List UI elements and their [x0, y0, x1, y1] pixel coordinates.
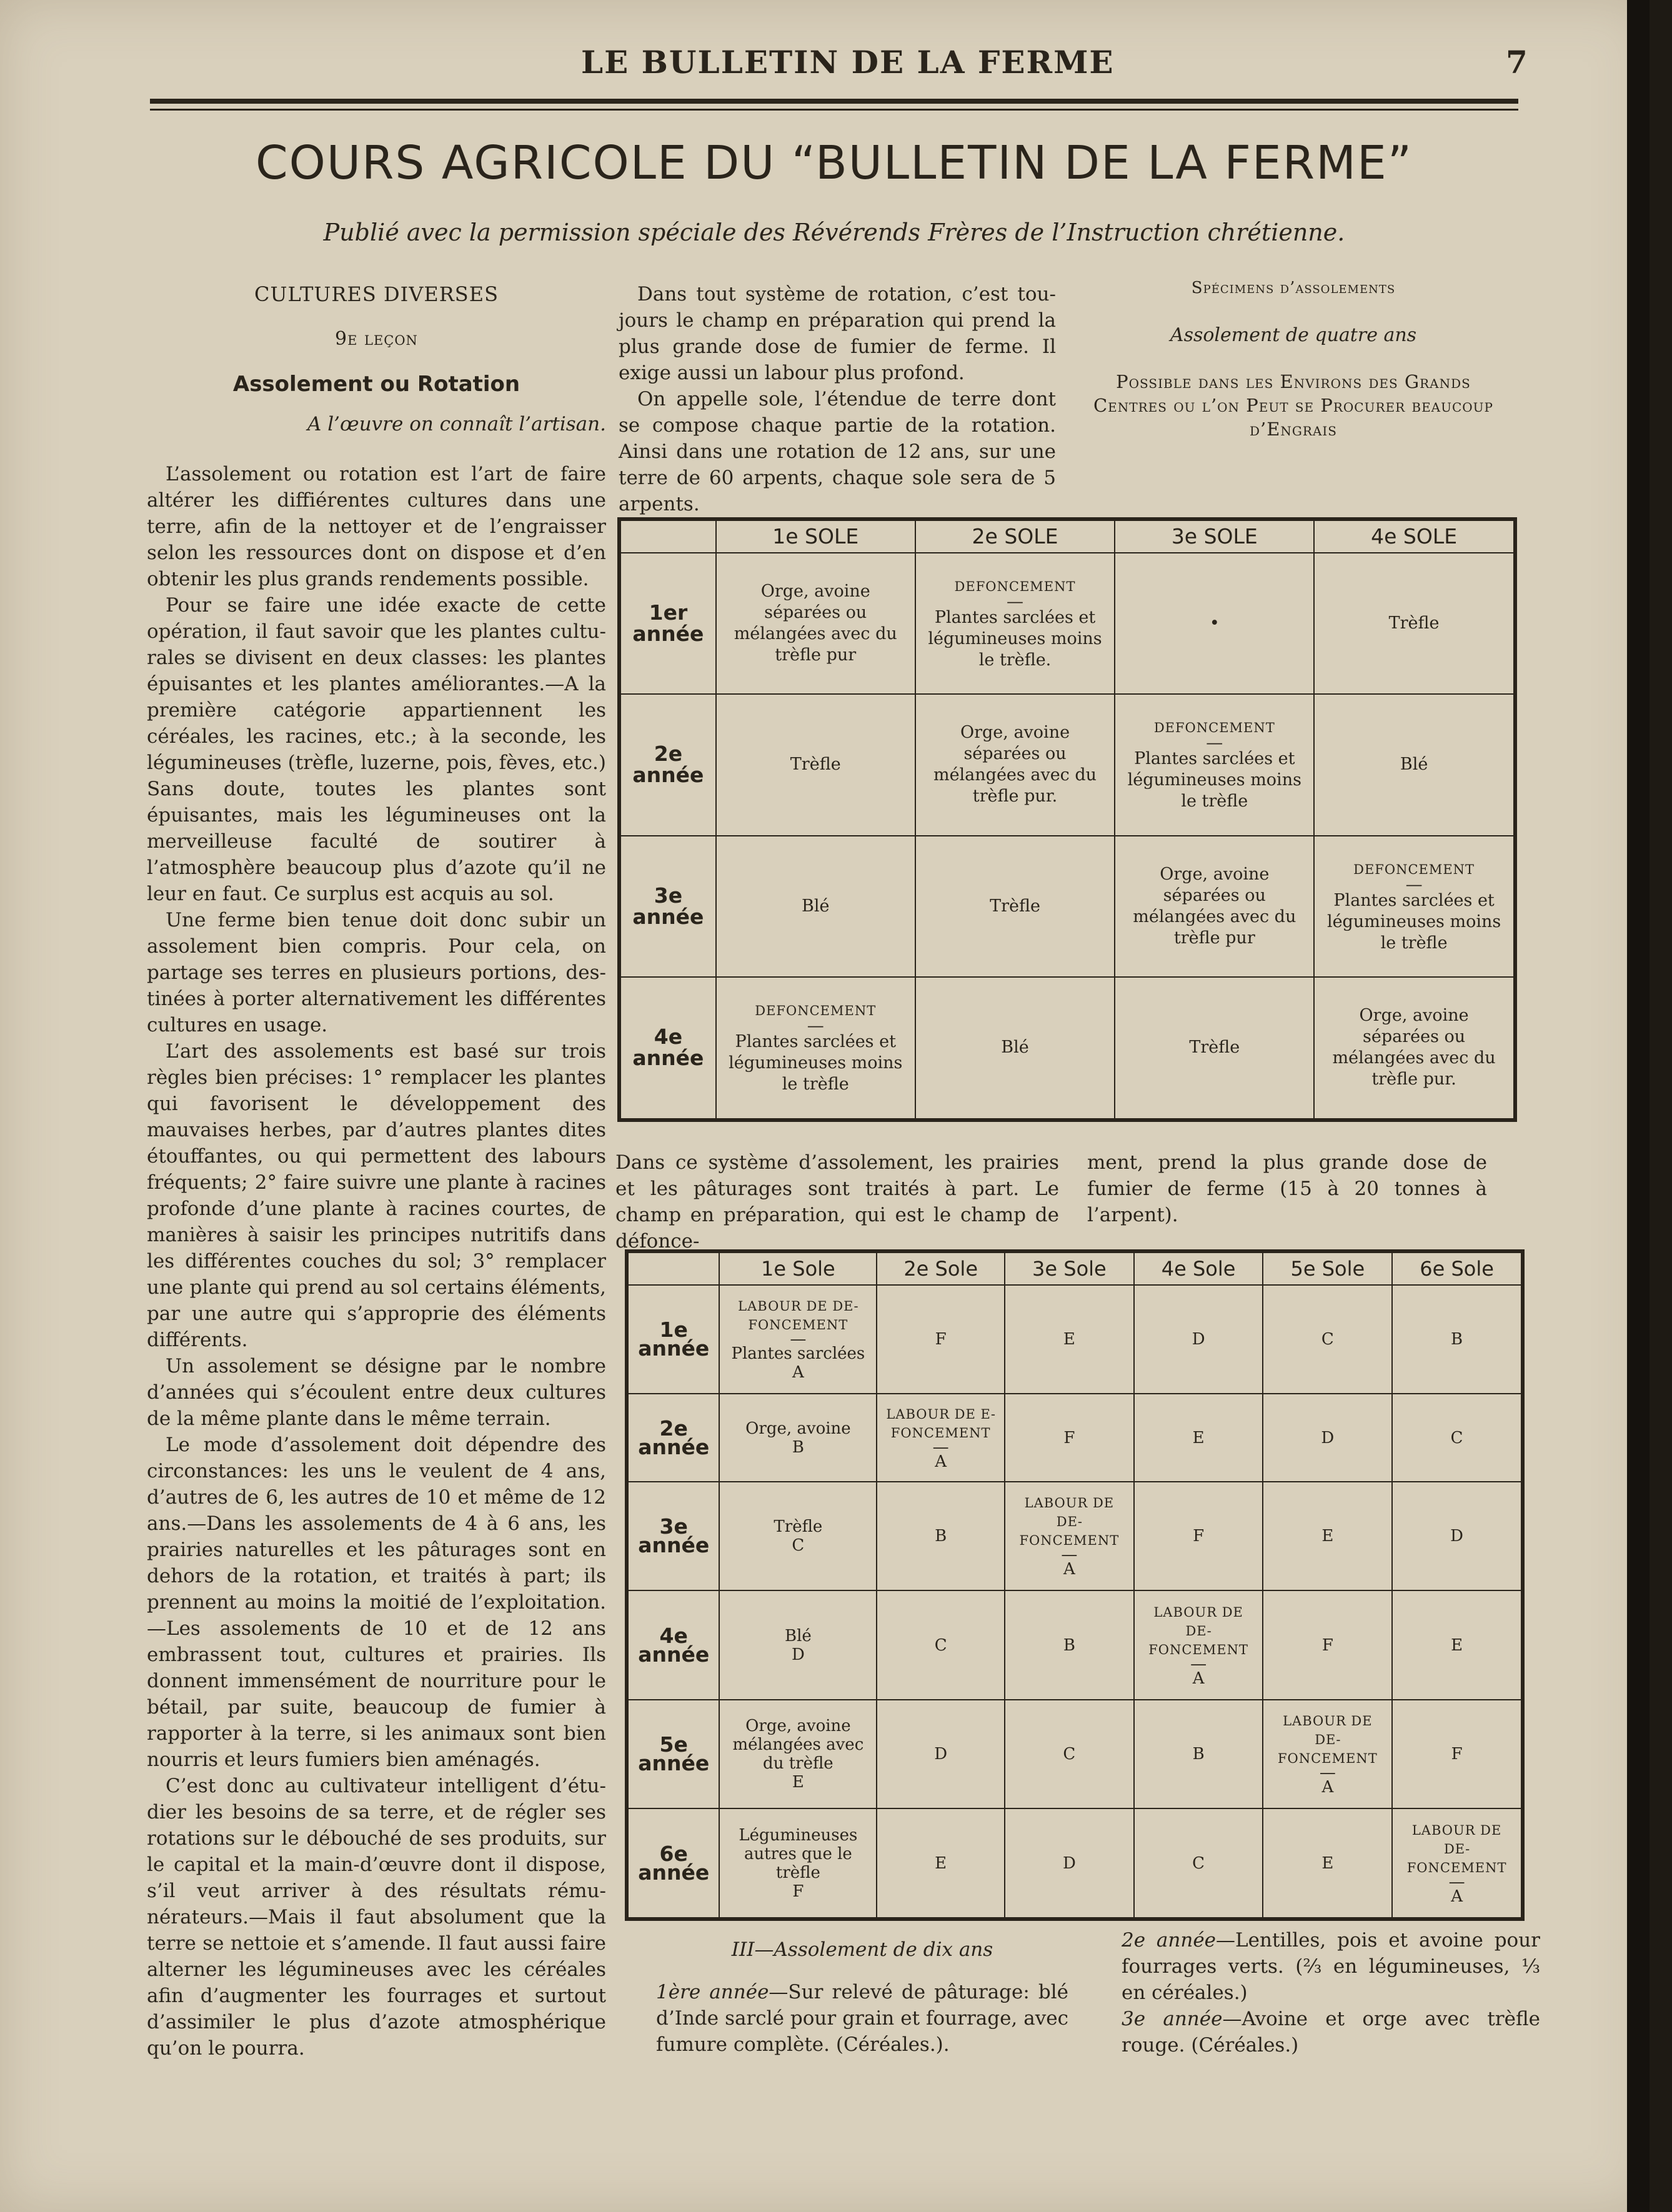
cell-letter: D	[1062, 1853, 1076, 1873]
cell-text: Orge, avoine séparées ou mélangées avec du trèfle pur	[734, 582, 897, 665]
column-header: 2e Sole	[877, 1251, 1005, 1285]
table-cell	[1263, 1808, 1392, 1919]
running-title: LE BULLETIN DE LA FERME	[581, 44, 1115, 81]
cell-letter: B	[1192, 1745, 1205, 1764]
year-text: —Sur relevé de pâturage: blé d’Inde sarclé pour grain et fourrage, avec fumure complète. (Céréales.).	[656, 1981, 1068, 2056]
table-cell	[1005, 1700, 1134, 1808]
table-cell	[915, 553, 1115, 694]
table-cell	[1005, 1285, 1134, 1394]
table-cell	[1263, 1700, 1392, 1808]
cell-letter: C	[1321, 1330, 1334, 1349]
specimen-caption: Possible dans les Environs des Grands Centres ou l’on Peut se Procurer beaucoup d’Engrais	[1093, 371, 1493, 440]
table-cell	[915, 977, 1115, 1120]
table-cell	[716, 553, 915, 694]
row-header: 1er année	[619, 553, 716, 694]
table-cell	[1115, 694, 1314, 835]
table-cell	[877, 1808, 1005, 1919]
cell-text: Plantes sarclées	[731, 1344, 865, 1364]
row-header: 3e année	[619, 836, 716, 977]
table-row	[627, 1482, 1523, 1590]
year-label: 1ère année	[656, 1981, 769, 2003]
header-rule	[150, 99, 1518, 104]
table-cell	[719, 1808, 877, 1919]
paragraph: Dans tout système de rotation, c’est toujours le champ en préparation qui prend la plus grande dose de fumier de ferme. Il exige aussi un labour plus profond.	[619, 283, 1056, 384]
table-cell	[1134, 1394, 1263, 1481]
defoncement-label: DEFONCEMENT	[755, 1003, 877, 1019]
cell-text: Trèfle	[1388, 613, 1440, 633]
column-header	[627, 1251, 719, 1285]
dash: —	[1448, 1872, 1465, 1892]
table-cell	[1314, 977, 1515, 1120]
page-number: 7	[1506, 44, 1528, 81]
cell-letter: D	[1450, 1527, 1464, 1546]
defoncement-label: LABOUR DE DEFONCEMENT	[1148, 1604, 1248, 1657]
row-header: 2e année	[619, 694, 716, 835]
column-header: 4e Sole	[1134, 1251, 1263, 1285]
table-cell	[1314, 836, 1515, 977]
paragraph: Dans ce système d’assolement, les prairies et les pâturages sont traités à part. Le champ en préparation, qui est le champ de défonce-	[615, 1151, 1059, 1252]
column-header: 1e Sole	[719, 1251, 877, 1285]
table-cell	[877, 1482, 1005, 1590]
page-edge	[1627, 0, 1650, 2212]
column-header: 5e Sole	[1263, 1251, 1392, 1285]
column-2	[619, 281, 1056, 517]
defoncement-label: DEFONCEMENT	[1153, 720, 1275, 736]
cell-letter: B	[1451, 1330, 1463, 1349]
paragraph: On appelle sole, l’étendue de terre dont se compose chaque partie de la rotation. Ainsi dans une rotation de 12 ans, sur une terre de 60 arpents, chaque sole sera de 5 arpents.	[619, 388, 1056, 515]
table-row	[619, 694, 1515, 835]
table-cell	[1392, 1482, 1523, 1590]
table-cell	[716, 694, 915, 835]
cell-letter: E	[1321, 1853, 1334, 1873]
article-title: COURS AGRICOLE DU “BULLETIN DE LA FERME”	[255, 136, 1413, 190]
table-row	[619, 836, 1515, 977]
cell-text: •	[1209, 613, 1220, 633]
cell-letter: F	[1321, 1635, 1333, 1655]
row-header: 1e année	[627, 1285, 719, 1394]
cell-letter: C	[792, 1536, 805, 1555]
cell-letter: D	[1321, 1428, 1335, 1447]
cell-text: Plantes sarclées et légumineuses moins le trèfle	[1326, 890, 1501, 953]
row-header: 2e année	[627, 1394, 719, 1481]
table-row	[627, 1808, 1523, 1919]
cell-text: Blé	[802, 896, 830, 916]
table-cell	[1392, 1700, 1523, 1808]
cell-text: Blé	[784, 1626, 812, 1645]
cell-letter: A	[1321, 1778, 1334, 1797]
cell-letter: E	[792, 1773, 804, 1792]
table-cell	[877, 1700, 1005, 1808]
table-cell	[1134, 1285, 1263, 1394]
section-heading: CULTURES DIVERSES	[254, 282, 499, 306]
cell-letter: E	[935, 1853, 947, 1873]
cell-letter: D	[934, 1745, 948, 1764]
column-3	[1062, 275, 1525, 441]
table-cell	[1134, 1590, 1263, 1699]
year-label: 2e année	[1122, 1929, 1217, 1952]
table-cell	[1005, 1590, 1134, 1699]
dash: —	[1007, 592, 1024, 612]
cell-letter: E	[1321, 1527, 1334, 1546]
paragraph: Pour se faire une idée exacte de cette opération, il faut savoir que les plantes culturales se divisent en deux classes: les plantes épuisantes et les plantes améliorantes.—A la première catégorie appartiennent les céréales, les racines, etc.; à la seconde, les légumineuses (trèfle, luzerne, pois, fèves, etc.) Sans doute, toutes les plantes sont épuisantes, mais les légumineuses ont la merveilleuse faculté de soutirer à l’atmosphère beaucoup plus d’azote qu’il ne leur en faut. Ce surplus est acquis au sol.	[147, 594, 606, 905]
cell-letter: C	[1192, 1853, 1205, 1873]
table-cell	[719, 1590, 877, 1699]
table-cell	[719, 1394, 877, 1481]
cell-letter: B	[792, 1437, 804, 1457]
cell-text: Plantes sarclées et légumineuses moins le trèfle	[1127, 749, 1301, 811]
cell-letter: F	[1063, 1428, 1075, 1447]
table-cell	[1263, 1285, 1392, 1394]
cell-text: Orge, avoine	[745, 1419, 851, 1438]
dash: —	[1405, 875, 1423, 895]
cell-letter: E	[1192, 1428, 1205, 1447]
column-header: 3e Sole	[1005, 1251, 1134, 1285]
defoncement-label: DEFONCEMENT	[954, 579, 1076, 595]
table-cell	[1005, 1482, 1134, 1590]
defoncement-label: LABOUR DE DEFONCEMENT	[1277, 1714, 1378, 1767]
table-cell	[1392, 1285, 1523, 1394]
table-cell	[1392, 1590, 1523, 1699]
cell-text: Orge, avoine séparées ou mélangées avec du trèfle pur	[1133, 864, 1296, 948]
cell-letter: E	[1063, 1330, 1075, 1349]
table-cell	[877, 1394, 1005, 1481]
table-row	[619, 977, 1515, 1120]
defoncement-label: DEFONCEMENT	[1353, 861, 1475, 877]
dash: —	[1190, 1654, 1207, 1674]
motto: A l’œuvre on connaît l’artisan.	[307, 413, 606, 435]
dash: —	[1061, 1545, 1078, 1565]
column-header: 1e SOLE	[716, 519, 915, 553]
cell-letter: B	[935, 1527, 947, 1546]
cell-letter: B	[1063, 1635, 1075, 1655]
table-cell	[716, 836, 915, 977]
paragraph: Une ferme bien tenue doit donc subir un assolement bien compris. Pour cela, on partage ses terres en plusieurs portions, destinées à porter alternativement les différentes cultures en usage.	[147, 909, 606, 1036]
row-header: 4e année	[619, 977, 716, 1120]
table-cell	[719, 1482, 877, 1590]
cell-letter: D	[1192, 1330, 1205, 1349]
table-cell	[1005, 1394, 1134, 1481]
table-cell	[1115, 553, 1314, 694]
row-header: 5e année	[627, 1700, 719, 1808]
cell-letter: A	[1192, 1669, 1205, 1688]
cell-text: Plantes sarclées et légumineuses moins le trèfle.	[928, 608, 1102, 670]
table-row	[627, 1394, 1523, 1481]
year-text: —Avoine et orge avec trèfle rouge. (Céréales.)	[1122, 2008, 1540, 2056]
specimen-subtitle: Assolement de quatre ans	[1170, 324, 1417, 346]
column-header: 4e SOLE	[1314, 519, 1515, 553]
cell-letter: A	[1063, 1560, 1075, 1579]
table-cell	[1392, 1394, 1523, 1481]
specimens-heading: Spécimens d’assolements	[1191, 279, 1396, 297]
table-cell	[877, 1590, 1005, 1699]
paragraph: Un assolement se désigne par le nombre d’années qui s’écoulent entre deux cultures de la même plante dans le même terrain.	[147, 1355, 606, 1430]
cell-text: Orge, avoine séparées ou mélangées avec du trèfle pur.	[933, 723, 1097, 806]
row-header: 6e année	[627, 1808, 719, 1919]
paragraph: L’assolement ou rotation est l’art de faire altérer les diffiérentes cultures dans une terre, afin de la nettoyer et de l’engraisser selon les ressources dont on dispose et d’en obtenir les plus grands rendements possible.	[147, 463, 606, 590]
cell-letter: F	[935, 1330, 947, 1349]
cell-text: Blé	[1400, 755, 1428, 775]
cell-letter: E	[1451, 1635, 1463, 1655]
cell-text: Légumineuses autres que le trèfle	[739, 1825, 858, 1882]
cell-letter: C	[934, 1635, 947, 1655]
cell-text: Trèfle	[1189, 1038, 1240, 1058]
cell-text: Orge, avoine mélangées avec du trèfle	[732, 1717, 864, 1773]
column-header	[619, 519, 716, 553]
table-cell	[1263, 1482, 1392, 1590]
table-row	[619, 553, 1515, 694]
column-1	[147, 281, 606, 2061]
table-cell	[877, 1285, 1005, 1394]
dash: —	[1206, 733, 1223, 753]
rotation-table-four-years	[617, 517, 1517, 1122]
table-cell	[1263, 1590, 1392, 1699]
header-rule-thin	[150, 109, 1518, 111]
lesson-heading: Assolement ou Rotation	[232, 372, 520, 397]
table-cell	[1134, 1482, 1263, 1590]
rotation-table-six-years	[625, 1249, 1525, 1921]
cell-text: Trèfle	[790, 755, 841, 775]
paragraph: Le mode d’assolement doit dépendre des circonstances: les uns le veulent de 4 ans, d’autres de 6, les autres de 10 et même de 12 ans.—Dans les assolements de 4 à 6 ans, les prairies naturelles et les pâturages sont en dehors de la rotation, et traités à part; ils prennent au moins la moitié de l’exploitation.—Les assolements de 10 et de 12 ans embrassent tout, cultures et prairies. Ils donnent immensément de nourriture pour le bétail, par suite, beaucoup de fumier à rapporter à la terre, si les animaux sont bien nourris et leurs fumiers bien aménagés.	[147, 1434, 606, 1771]
cell-text: Trèfle	[774, 1517, 823, 1537]
cell-letter: C	[1450, 1428, 1463, 1447]
paragraph: C’est donc au cultivateur intelligent d’étudier les besoins de sa terre, et de régler ses rotations sur le débouché de ses produits, sur le capital et la main-d’œuvre dont il dispose, s’il veut arriver à des résultats rémunérateurs.—Mais il faut absolument que la terre se nettoie et s’amende. Il faut aussi faire alterner les légumineuses avec les céréales afin d’augmenter les fourrages et surtout d’assimiler le plus d’azote atmosphérique qu’on le pourra.	[147, 1775, 606, 2060]
table-cell	[1263, 1394, 1392, 1481]
table-cell	[1134, 1700, 1263, 1808]
dash: —	[932, 1437, 949, 1457]
cell-text: Orge, avoine séparées ou mélangées avec du trèfle pur.	[1332, 1006, 1496, 1089]
cell-letter: A	[935, 1452, 947, 1471]
bottom-left-text	[656, 1937, 1068, 2058]
row-header: 3e année	[627, 1482, 719, 1590]
table-cell	[1134, 1808, 1263, 1919]
table-cell	[1005, 1808, 1134, 1919]
table-row	[627, 1700, 1523, 1808]
defoncement-label: LABOUR DE EFONCEMENT	[886, 1406, 995, 1441]
table-cell	[1392, 1808, 1523, 1919]
cell-letter: F	[792, 1882, 804, 1901]
table-cell	[915, 694, 1115, 835]
defoncement-label: LABOUR DE DEFONCEMENT	[738, 1299, 858, 1333]
row-header: 4e année	[627, 1590, 719, 1699]
cell-text: Blé	[1001, 1038, 1029, 1058]
defoncement-label: LABOUR DE DEFONCEMENT	[1406, 1822, 1507, 1875]
table-cell	[1115, 836, 1314, 977]
paragraph: L’art des assolements est basé sur trois règles bien précises: 1° remplacer les plantes qui favorisent le développement des mauvaises herbes, par d’autres plantes dites étouffantes, ou qui permettent des labours fréquents; 2° faire suivre une plante à racines profonde d’une plante à racines courtes, de manières à saisir les principes nutritifs dans les différentes couches du sol; 3° remplacer une plante qui prend au sol certains éléments, par une autre qui s’approprie des éléments différents.	[147, 1040, 606, 1351]
table-cell	[716, 977, 915, 1120]
ten-year-heading: III—Assolement de dix ans	[731, 1938, 993, 1961]
dash: —	[807, 1016, 824, 1036]
dash: —	[790, 1330, 807, 1349]
year-label: 3e année	[1122, 2008, 1223, 2030]
paragraph: ment, prend la plus grande dose de fumier de ferme (15 à 20 tonnes à l’arpent).	[1087, 1151, 1487, 1226]
column-header: 6e Sole	[1392, 1251, 1523, 1285]
cell-letter: F	[1451, 1745, 1463, 1764]
cell-letter: F	[1193, 1527, 1205, 1546]
cell-letter: D	[791, 1645, 805, 1664]
cell-letter: A	[792, 1363, 804, 1382]
cell-letter: A	[1451, 1887, 1463, 1906]
column-header: 2e SOLE	[915, 519, 1115, 553]
table-cell	[1115, 977, 1314, 1120]
cell-text: Plantes sarclées et légumineuses moins le trèfle	[729, 1032, 903, 1094]
column-header: 3e SOLE	[1115, 519, 1314, 553]
cell-letter: C	[1063, 1745, 1076, 1764]
defoncement-label: LABOUR DE DEFONCEMENT	[1019, 1495, 1120, 1549]
year-text: —Lentilles, pois et avoine pour fourrages verts. (⅔ en légumineuses, ⅓ en céréales.)	[1122, 1929, 1541, 2004]
table-cell	[915, 836, 1115, 977]
lesson-number: 9e leçon	[335, 328, 418, 350]
table-cell	[1314, 553, 1515, 694]
cell-text: Trèfle	[990, 896, 1040, 916]
dash: —	[1319, 1763, 1336, 1783]
table-cell	[1314, 694, 1515, 835]
table-row	[627, 1285, 1523, 1394]
table-row	[627, 1590, 1523, 1699]
bottom-right-text	[1122, 1927, 1540, 2058]
table-cell	[719, 1700, 877, 1808]
table-cell	[719, 1285, 877, 1394]
article-subtitle: Publié avec la permission spéciale des Révérends Frères de l’Instruction chrétienne.	[323, 219, 1345, 246]
